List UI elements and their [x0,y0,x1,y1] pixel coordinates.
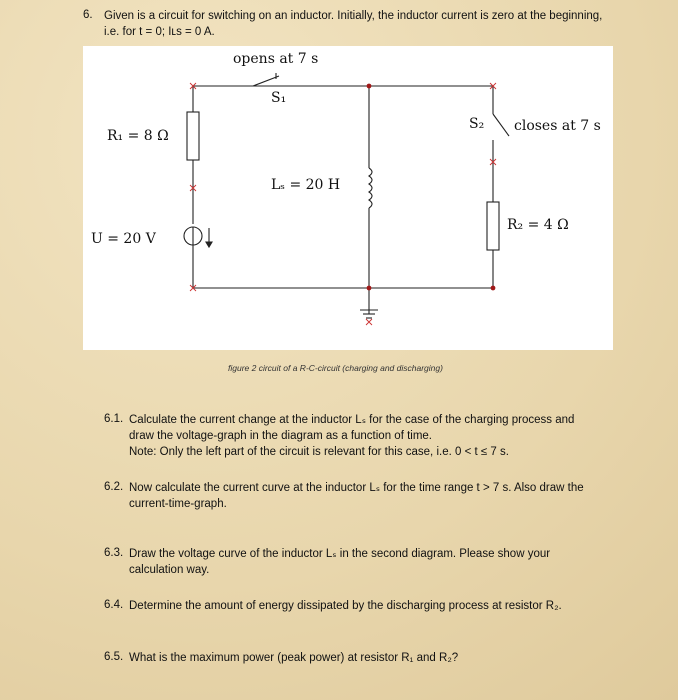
problem-intro-line-1: Given is a circuit for switching on an inductor. Initially, the inductor current is zero at the beginning, [104,10,603,22]
label-closes-at: closes at 7 s [514,118,601,134]
question-6-1-line-1: Calculate the current change at the inductor Lₛ for the case of the charging process and [129,414,575,426]
problem-number: 6. [83,9,93,21]
label-r2: R₂ = 4 Ω [507,217,569,233]
label-ls: Lₛ = 20 H [271,177,341,193]
question-6-3-line-2: calculation way. [129,564,210,576]
question-6-2-number: 6.2. [104,481,124,493]
circuit-diagram [83,46,613,350]
question-6-5-number: 6.5. [104,651,124,663]
label-s2: S₂ [469,116,485,132]
question-6-3-number: 6.3. [104,547,124,559]
label-s1: S₁ [271,90,287,106]
label-opens-at: opens at 7 s [233,51,319,67]
question-6-4-number: 6.4. [104,599,124,611]
resistor-r1 [187,112,199,160]
question-6-1-number: 6.1. [104,413,124,425]
switch-s1-blade [253,76,279,86]
terminal-markers [190,83,496,325]
problem-intro-line-2: i.e. for t = 0; Iʟs = 0 A. [104,26,215,38]
label-voltage-u: U = 20 V [91,231,156,247]
question-6-2-line-2: current-time-graph. [129,498,227,510]
question-6-2-line-1: Now calculate the current curve at the inductor Lₛ for the time range t > 7 s. Also draw the [129,482,584,494]
resistor-r2 [487,202,499,250]
node-bottom [367,286,372,291]
figure-caption: figure 2 circuit of a R-C-circuit (charging and discharging) [228,363,443,373]
node-bottom-right [491,286,496,291]
question-6-1-line-3: Note: Only the left part of the circuit is relevant for this case, i.e. 0 < t ≤ 7 s. [129,446,509,458]
label-r1: R₁ = 8 Ω [107,128,169,144]
inductor-ls [369,168,372,208]
switch-s2-blade [493,114,509,136]
circuit-figure [83,46,613,350]
question-6-5-line-1: What is the maximum power (peak power) at resistor R₁ and R₂? [129,652,459,664]
marker-ground [366,319,372,325]
question-6-4-line-1: Determine the amount of energy dissipated by the discharging process at resistor R₂. [129,600,562,612]
voltage-arrow-head [206,242,212,247]
question-6-3-line-1: Draw the voltage curve of the inductor Lₛ in the second diagram. Please show your [129,548,551,560]
question-6-1-line-2: draw the voltage-graph in the diagram as a function of time. [129,430,433,442]
node-top [367,84,372,89]
